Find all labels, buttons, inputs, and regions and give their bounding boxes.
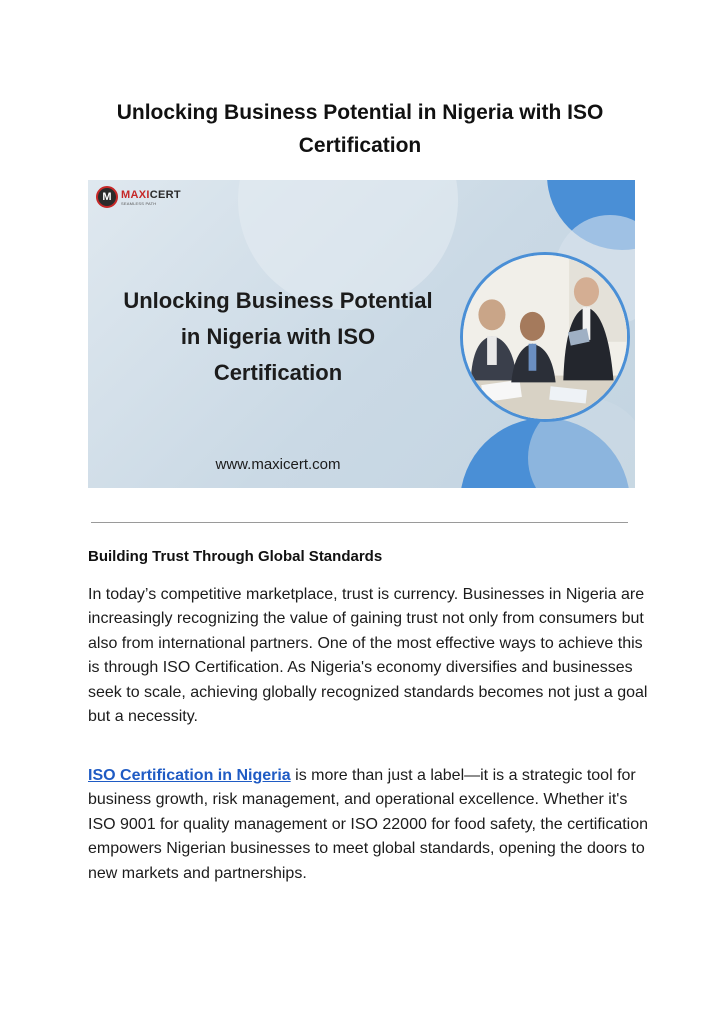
logo-mark-icon: M xyxy=(96,186,118,208)
hero-banner-image xyxy=(88,180,635,488)
paragraph-2-text: is more than just a label—it is a strategic tool for business growth, risk management, and operational excellence. Whether it's ISO 9001 for quality management or ISO 22000 for food safety, the certification empowers Nigerian businesses to meet global standards, opening the doors to new markets and partnerships. xyxy=(88,767,649,882)
logo-wordmark xyxy=(121,189,181,201)
banner-heading-line: in Nigeria with ISO xyxy=(180,324,376,349)
paragraph-2 xyxy=(88,764,648,886)
page-title: Unlocking Business Potential in Nigeria with ISO Certification xyxy=(116,101,604,157)
banner-website-url: www.maxicert.com xyxy=(215,456,341,473)
logo-tagline: SEAMLESS PATH xyxy=(121,200,157,206)
iso-certification-nigeria-link[interactable]: ISO Certification in Nigeria xyxy=(88,767,291,784)
maxicert-logo xyxy=(96,186,181,208)
business-meeting-photo xyxy=(460,252,630,422)
section-heading: Building Trust Through Global Standards xyxy=(88,548,383,565)
logo-text-maxi: MAXI xyxy=(121,188,150,201)
banner-heading-line: Unlocking Business Potential xyxy=(123,288,433,313)
business-meeting-illustration xyxy=(463,255,627,419)
paragraph-1: In today’s competitive marketplace, trust is currency. Businesses in Nigeria are increasingly recognizing the value of gaining trust not only from consumers but also from international partners. One of the most effective ways to achieve this is through ISO Certification. As Nigeria's economy diversifies and businesses seek to scale, achieving globally recognized standards becomes not just a goal but a necessity. xyxy=(88,586,648,726)
logo-text-cert: CERT xyxy=(149,188,181,201)
section-divider xyxy=(91,522,628,523)
banner-heading-line: Certification xyxy=(213,360,343,385)
banner-heading xyxy=(88,283,468,391)
